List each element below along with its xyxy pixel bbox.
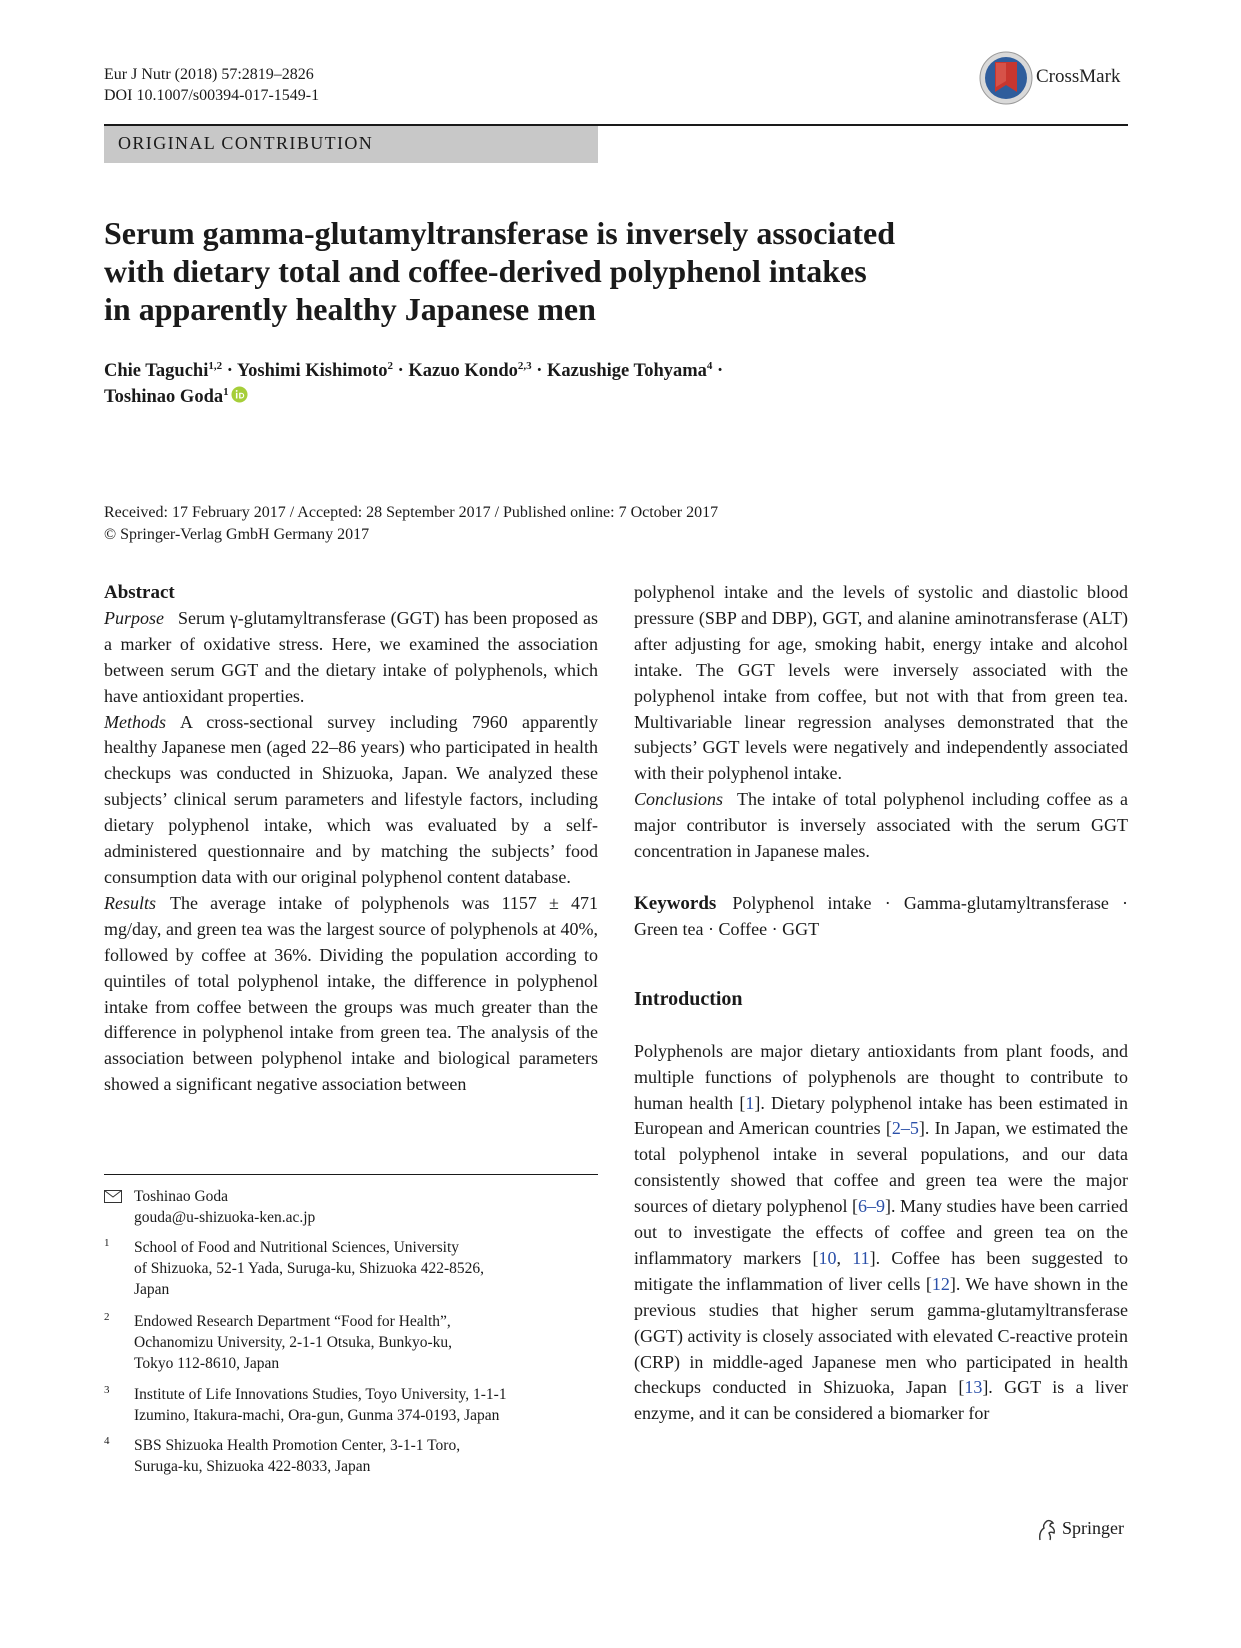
crossmark-label: CrossMark [1036,66,1121,87]
author-name[interactable]: Kazuo Kondo [408,361,518,381]
abstract-conclusions [634,787,1128,865]
affiliation-line: Endowed Research Department “Food for Health”, [134,1313,451,1330]
copyright: © Springer-Verlag GmbH Germany 2017 [104,526,370,543]
affiliation-2 [134,1311,594,1374]
keywords-label: Keywords [634,892,717,914]
conclusions-text: The intake of total polyphenol including coffee as a major contributor is inversely associated with the serum GGT concentration in Japanese males. [634,789,1128,862]
author-name[interactable]: Toshinao Goda [104,387,224,407]
author-separator: · [392,361,409,381]
affiliation-line: School of Food and Nutritional Sciences, University [134,1239,460,1256]
crossmark-badge[interactable] [978,50,1128,108]
affiliation-line: SBS Shizuoka Health Promotion Center, 3-1-1 Toro, [134,1437,461,1454]
author-list [104,358,864,410]
author-separator: · [712,361,724,381]
paper-title [104,214,1004,328]
envelope-icon [104,1190,122,1203]
left-column [104,580,598,1098]
crossmark-icon [978,50,1034,106]
methods-text: A cross-sectional survey including 7960 apparently healthy Japanese men (aged 22–86 years) who participated in health checkups was conducted in Shizuoka, Japan. We analyzed these subjects’ clinical serum parameters and lifestyle factors, including dietary polyphenol intake, which was evaluated by a self-administered questionnaire and by matching the subjects’ food consumption data with our original polyphenol content database. [104,711,598,887]
title-line-3: in apparently healthy Japanese men [104,291,596,327]
results-text: The average intake of polyphenols was 1157 ± 471 mg/day, and green tea was the largest source of polyphenols at 40%, followed by coffee at 36%. Dividing the population according to quintiles of total polyphenol intake, the difference in polyphenol intake from coffee between the groups was much greater than the difference in polyphenol intake from green tea. The analysis of the association between polyphenol intake and biological parameters showed a significant negative association between [104,892,598,1095]
conclusions-label: Conclusions [634,789,724,810]
affiliation-number: 4 [104,1435,110,1447]
purpose-label: Purpose [104,607,164,628]
introduction-heading: Introduction [634,987,743,1010]
affiliation-3 [134,1384,594,1426]
correspondence-email[interactable]: gouda@u-shizuoka-ken.ac.jp [134,1209,316,1226]
publication-history [104,502,718,546]
introduction-body [634,1039,1128,1428]
abstract-results [104,891,598,1098]
right-column [634,580,1128,1427]
title-line-1: Serum gamma-glutamyltransferase is inversely associated [104,215,895,251]
intro-text: Polyphenols are major dietary antioxidants from plant foods, and multiple functions of polyphenols are thought to contribute to human health [ [634,1040,1128,1113]
springer-horse-icon [1036,1518,1058,1542]
citation-link[interactable]: 1 [745,1092,755,1113]
history-dates: Received: 17 February 2017 / Accepted: 28 September 2017 / Published online: 7 October 2017 [104,504,719,521]
orcid-icon[interactable] [231,386,248,403]
section-label: ORIGINAL CONTRIBUTION [118,133,374,153]
intro-text: ]. Dietary polyphenol intake has been estimated in European and American countries [ [634,1092,1129,1139]
intro-text: ]. Coffee has been suggested to mitigate the inflammation of liver cells [ [634,1247,1128,1294]
keywords [634,891,1128,943]
affiliation-line: Institute of Life Innovations Studies, Toyo University, 1-1-1 [134,1386,507,1403]
citation-link[interactable]: 12 [931,1273,950,1294]
journal-citation: Eur J Nutr (2018) 57:2819–2826 [104,66,314,83]
intro-text: , [836,1247,853,1268]
intro-text: ]. Many studies have been carried out to investigate the effects of coffee and green tea on the inflammatory markers [ [634,1196,1129,1268]
citation-link[interactable]: 2–5 [891,1118,919,1139]
author-affiliation: 1 [223,386,229,398]
intro-text: ]. GGT is a liver enzyme, and it can be considered a biomarker for [634,1377,1128,1424]
author-name[interactable]: Kazushige Tohyama [547,361,707,381]
abstract-results-continued: polyphenol intake and the levels of systolic and diastolic blood pressure (SBP and DBP), GGT, and alanine aminotransferase (ALT) after adjusting for age, smoking habit, energy intake and alcohol intake. The GGT levels were inversely associated with the polyphenol intake from coffee, but not with that from green tea. Multivariable linear regression analyses demonstrated that the subjects’ GGT levels were negatively and independently associated with their polyphenol intake. [634,582,1128,784]
affiliation-line: Ochanomizu University, 2-1-1 Otsuka, Bunkyo-ku, [134,1334,452,1351]
citation-link[interactable]: 10 [818,1247,837,1268]
affiliation-1 [134,1237,594,1300]
author-separator: · [531,361,548,381]
author-affiliation: 2 [387,360,393,372]
author-name[interactable]: Chie Taguchi [104,361,209,381]
author-name[interactable]: Yoshimi Kishimoto [236,361,388,381]
intro-text: ]. In Japan, we estimated the total polyphenol intake in several populations, and our data consistently showed that coffee and green tea were the major sources of dietary polyphenol [ [634,1118,1128,1217]
doi[interactable]: DOI 10.1007/s00394-017-1549-1 [104,87,320,104]
abstract-methods [104,710,598,891]
author-separator: · [222,361,237,381]
correspondence [134,1186,594,1228]
affiliation-line: Tokyo 112-8610, Japan [134,1355,280,1372]
affiliation-number: 1 [104,1237,110,1249]
correspondence-name: Toshinao Goda [134,1188,229,1205]
citation-link[interactable]: 13 [964,1377,983,1398]
keywords-text: Polyphenol intake · Gamma-glutamyltransferase · Green tea · Coffee · GGT [634,892,1128,939]
author-affiliation: 1,2 [208,360,223,372]
intro-text: ]. We have shown in the previous studies that higher serum gamma-glutamyltransferase (GGT) activity is closely associated with elevated C-reactive protein (CRP) in middle-aged Japanese men who participated in health checkups conducted in Shizuoka, Japan [ [634,1273,1128,1398]
affiliation-line: Izumino, Itakura-machi, Ora-gun, Gunma 374-0193, Japan [134,1407,500,1424]
citation-link[interactable]: 11 [852,1247,870,1268]
affiliation-line: Suruga-ku, Shizuoka 422-8033, Japan [134,1458,371,1475]
affiliation-4 [134,1435,594,1477]
author-affiliation: 2,3 [517,360,532,372]
author-affiliation: 4 [706,360,713,372]
title-line-2: with dietary total and coffee-derived polyphenol intakes [104,253,867,289]
publisher-name: Springer [1062,1518,1124,1538]
methods-label: Methods [104,711,166,732]
results-label: Results [104,892,156,913]
affiliation-number: 3 [104,1384,110,1396]
affiliation-number: 2 [104,1311,110,1323]
affiliation-line: Japan [134,1281,170,1298]
purpose-text: Serum γ-glutamyltransferase (GGT) has been proposed as a marker of oxidative stress. Here, we examined the association between serum GGT and the dietary intake of polyphenols, which have antioxidant properties. [104,607,598,706]
citation-link[interactable]: 6–9 [858,1196,886,1217]
abstract-purpose [104,606,598,710]
abstract-heading: Abstract [104,582,175,603]
footnote-rule [104,1174,598,1175]
affiliation-line: of Shizuoka, 52-1 Yada, Suruga-ku, Shizuoka 422-8526, [134,1260,485,1277]
journal-reference [104,64,319,106]
publisher-logo [1036,1516,1136,1544]
section-label-bar [104,126,598,163]
